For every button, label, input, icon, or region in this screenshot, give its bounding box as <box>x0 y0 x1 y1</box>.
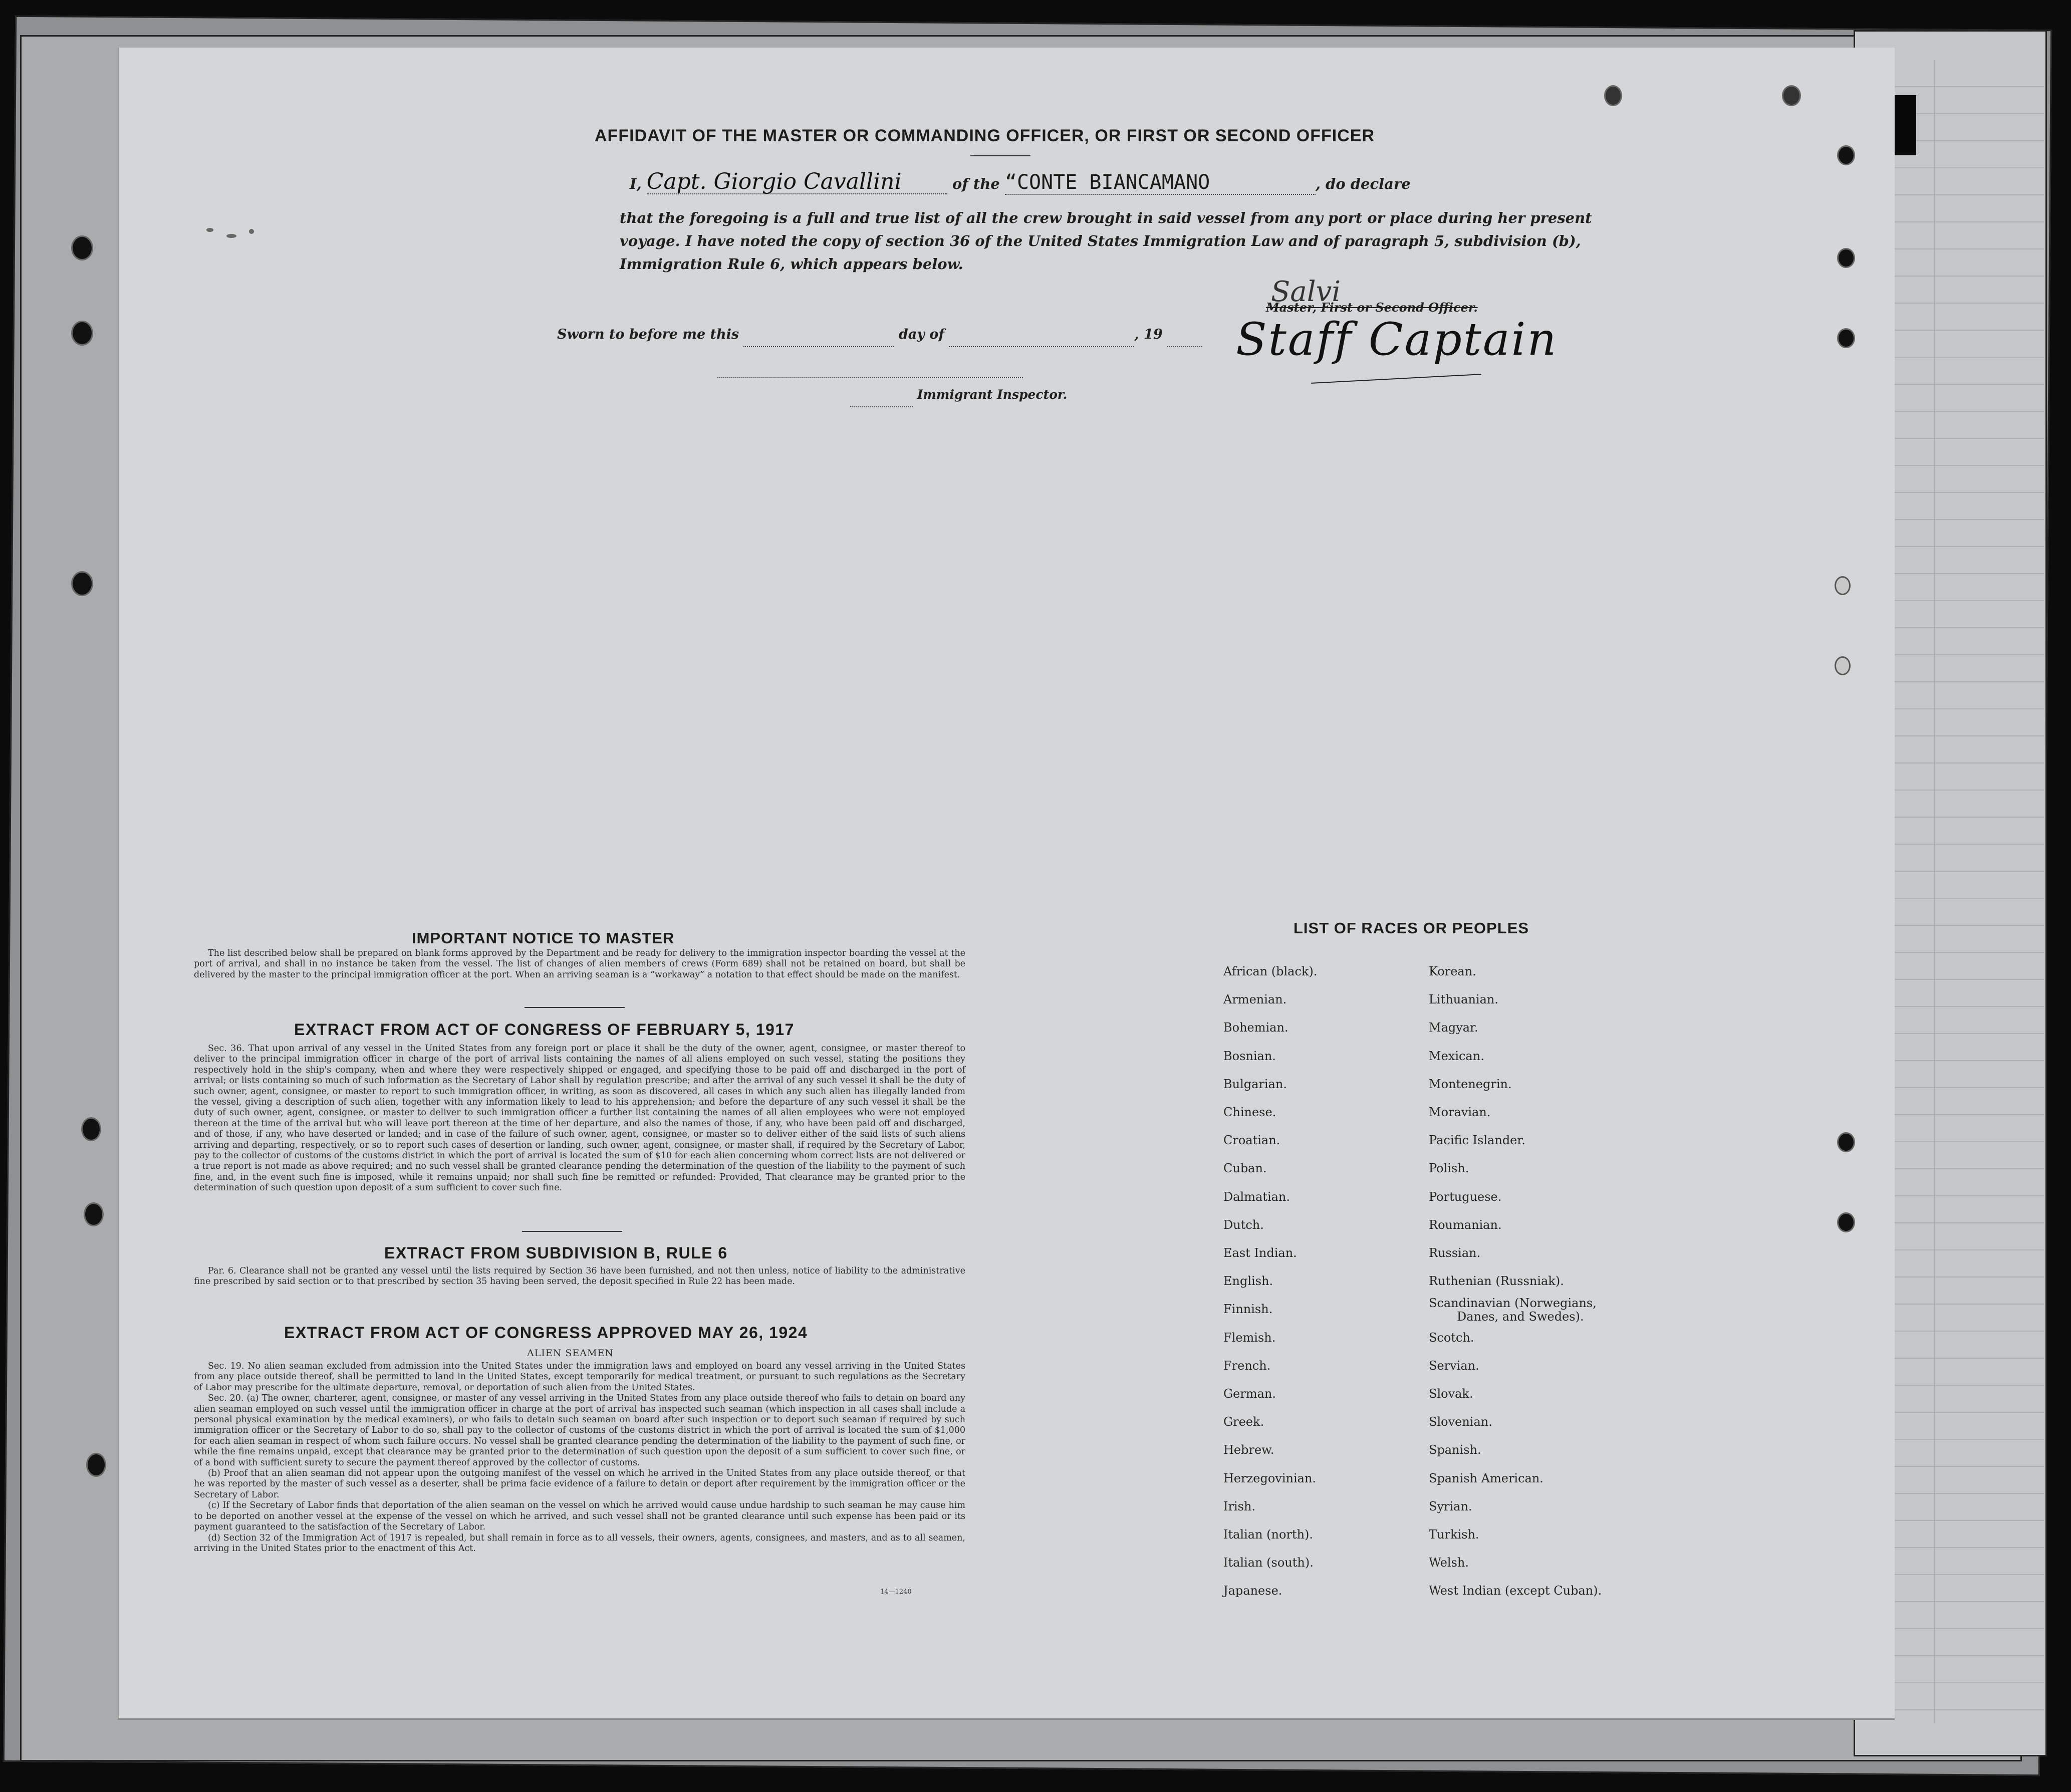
sworn-prefix: Sworn to before me this <box>557 327 739 342</box>
inspector-line <box>850 383 1067 407</box>
punch-hole-icon <box>1837 1132 1855 1152</box>
race-item: Flemish. <box>1223 1330 1276 1345</box>
race-item: Herzegovinian. <box>1223 1471 1317 1485</box>
race-item: Slovak. <box>1429 1387 1473 1401</box>
race-item: Servian. <box>1429 1358 1479 1373</box>
sworn-date-field <box>743 323 894 347</box>
affidavit-do-declare: , do declare <box>1315 175 1411 192</box>
race-item: Dalmatian. <box>1223 1189 1290 1204</box>
race-item: Scandinavian (Norwegians, <box>1429 1296 1597 1311</box>
race-item: Greek. <box>1223 1415 1264 1429</box>
affidavit-line-4: Immigration Rule 6, which appears below. <box>620 255 963 273</box>
punch-hole-icon <box>71 321 93 346</box>
race-item: Mexican. <box>1429 1049 1484 1063</box>
race-item: Portuguese. <box>1429 1189 1502 1204</box>
race-item: Turkish. <box>1429 1527 1479 1542</box>
punch-hole-icon <box>1837 248 1855 268</box>
extract-1924-subtitle: ALIEN SEAMEN <box>527 1348 614 1359</box>
race-item: Welsh. <box>1429 1556 1469 1570</box>
sworn-month-field <box>949 323 1134 347</box>
punch-hole-icon <box>1604 85 1622 106</box>
sworn-day: day of <box>898 327 944 342</box>
punch-hole-icon <box>1837 1212 1855 1232</box>
affidavit-of-the: of the <box>952 175 1000 192</box>
punch-hole-icon <box>81 1117 101 1141</box>
signature-role: Master, First or Second Officer. <box>1266 300 1478 315</box>
ink-smudge <box>206 228 213 232</box>
race-item: Croatian. <box>1223 1133 1280 1148</box>
punch-hole-icon <box>1837 145 1855 165</box>
race-item: Spanish. <box>1429 1443 1481 1457</box>
race-item: Magyar. <box>1429 1020 1478 1035</box>
officer-name-field <box>647 170 947 194</box>
race-item: French. <box>1223 1358 1271 1373</box>
race-item: Moravian. <box>1429 1105 1491 1119</box>
race-item: Cuban. <box>1223 1161 1267 1176</box>
race-item: English. <box>1223 1274 1273 1289</box>
punch-hole-icon <box>1837 328 1855 348</box>
affidavit-i: I, <box>630 175 642 192</box>
race-item: Scotch. <box>1429 1330 1474 1345</box>
race-item: Polish. <box>1429 1161 1469 1176</box>
race-item: Roumanian. <box>1429 1217 1502 1232</box>
affidavit-line-3: voyage. I have noted the copy of section 36 of the United States Immigration Law and of paragraph 5, subdivision (b), <box>620 232 1581 249</box>
officer-name: Capt. Giorgio Cavallini <box>646 169 902 194</box>
rule6-body: Par. 6. Clearance shall not be granted any vessel until the lists required by Section 36 have been furnished, and not then unless, notice of liability to the administrative fine prescribed by said section or to that prescribed by section 35 having been served, the deposit specified in Rule 22 has been made. <box>194 1266 965 1287</box>
punch-hole-icon <box>1835 576 1851 595</box>
extract-1924-title: EXTRACT FROM ACT OF CONGRESS APPROVED MAY 26, 1924 <box>284 1324 808 1342</box>
form-number: 14—1240 <box>880 1588 912 1596</box>
affidavit-line-1 <box>630 170 1411 195</box>
rule6-title: EXTRACT FROM SUBDIVISION B, RULE 6 <box>384 1244 728 1262</box>
extract-1924-body <box>194 1361 965 1554</box>
inspector-signature-field <box>717 377 1023 378</box>
race-item: Bohemian. <box>1223 1020 1288 1035</box>
sec-20b-paragraph: (b) Proof that an alien seaman did not appear upon the outgoing manifest of the vessel on which he arrived in the United States from any place outside thereof, or that he was reported by the master of such vessel as a deserter, shall be prima facie evidence of a failure to detain or deport after requirement by the immigration officer or the Secretary of Labor. <box>194 1468 965 1500</box>
signature-handwritten: Staff Captain <box>1236 313 1558 366</box>
race-item: Korean. <box>1429 964 1476 978</box>
punch-hole-icon <box>1835 656 1851 675</box>
race-item: Syrian. <box>1429 1499 1472 1513</box>
race-item: Japanese. <box>1223 1584 1282 1598</box>
race-item: Slovenian. <box>1429 1415 1492 1429</box>
race-item: African (black). <box>1223 964 1318 978</box>
race-item: Russian. <box>1429 1246 1481 1260</box>
inspector-blank <box>850 383 913 407</box>
race-item: Bulgarian. <box>1223 1077 1287 1091</box>
divider <box>525 1007 625 1008</box>
race-item: Lithuanian. <box>1429 992 1499 1007</box>
race-item: Finnish. <box>1223 1302 1273 1317</box>
race-item: Armenian. <box>1223 992 1287 1007</box>
sec-20d-paragraph: (d) Section 32 of the Immigration Act of 1917 is repealed, but shall remain in force as to all vessels, their owners, agents, consignees, and masters, and as to all seamen, arriving in the United States prior to the enactment of this Act. <box>194 1532 965 1554</box>
race-item: Italian (north). <box>1223 1527 1314 1542</box>
ink-smudge <box>226 234 236 238</box>
inspector-label: Immigrant Inspector. <box>917 387 1068 402</box>
races-title: LIST OF RACES OR PEOPLES <box>1293 919 1529 937</box>
affidavit-title: AFFIDAVIT OF THE MASTER OR COMMANDING OFFICER, OR FIRST OR SECOND OFFICER <box>595 126 1375 145</box>
signature-initials: Salvi <box>1271 276 1341 308</box>
extract-1917-body: Sec. 36. That upon arrival of any vessel in the United States from any foreign port or place it shall be the duty of the owner, agent, consignee, or master thereof to deliver to the principal immigration officer in charge of the port of arrival lists containing the names of all aliens employed on such vessel, stating the positions they respectively hold in the ship's company, when and where they were respectively shipped or engaged, and specifying those to be paid off and discharged in the port of arrival; or lists containing so much of such information as the Secretary of Labor shall by regulation prescribe; and after the arrival of any such vessel it shall be the duty of such owner, agent, consignee, or master to report to such immigration officer, in writing, as soon as discovered, all cases in which any such alien has illegally landed from the vessel, giving a description of such alien, together with any information likely to lead to his apprehension; and before the departure of any such vessel it shall be the duty of such owner, agent, consignee, or master to deliver to such immigration officer a further list containing the names of all alien employees who were not employed thereon at the time of the arrival but who will leave port thereon at the time of her departure, and also the names of those, if any, who have been paid off and discharged, and of those, if any, who have deserted or landed; and in case of the failure of such owner, agent, consignee, or master so to deliver either of the said lists of such aliens arriving and departing, respectively, or so to report such cases of desertion or landing, such owner, agent, consignee, or master shall, if required by the Secretary of Labor, pay to the collector of customs of the customs district in which the port of arrival is located the sum of $10 for each alien concerning whom correct lists are not delivered or a true report is not made as above required; and no such vessel shall be granted clearance pending the determination of the question of the liability to the payment of such fine, and, in the event such fine is imposed, while it remains unpaid; nor shall such fine be remitted or refunded: Provided, That clearance may be granted prior to the determination of such question upon deposit of a sum sufficient to cover such fine. <box>194 1044 965 1193</box>
sworn-line <box>557 323 1202 347</box>
race-item: Pacific Islander. <box>1429 1133 1525 1148</box>
ink-smudge <box>249 229 254 234</box>
sec-20c-paragraph: (c) If the Secretary of Labor finds that deportation of the alien seaman on the vessel on which he arrived would cause undue hardship to such seaman he may cause him to be deported on another vessel at the expense of the vessel on which he arrived, and such vessel shall not be granted clearance until such expense has been paid or its payment guaranteed to the satisfaction of the Secretary of Labor. <box>194 1500 965 1532</box>
race-item: West Indian (except Cuban). <box>1429 1584 1602 1598</box>
race-item: Dutch. <box>1223 1217 1264 1232</box>
document-page <box>118 48 1895 1720</box>
race-item: Ruthenian (Russniak). <box>1429 1274 1564 1289</box>
punch-hole-icon <box>71 235 93 261</box>
sec-20a-paragraph: Sec. 20. (a) The owner, charterer, agent, consignee, or master of any vessel arriving in the United States from any place outside thereof who fails to detain on board any alien seaman employed on such vessel until the immigration officer in charge at the port of arrival has inspected such seaman (which inspection in all cases shall include a personal physical examination by the medical examiners), or who fails to detain such seaman on board after such inspection or to deport such seaman if required by such immigration officer or the Secretary of Labor to do so, shall pay to the collector of customs of the customs district in which the port of arrival is located the sum of $1,000 for each alien seaman in respect of whom such failure occurs. No vessel shall be granted clearance pending the determination of the liability to the payment of such fine, or while the fine remains unpaid, except that clearance may be granted prior to the determination of such question upon the deposit of a sum sufficient to cover such fine, or of a bond with sufficient surety to secure the payment thereof approved by the collector of customs. <box>194 1393 965 1468</box>
extract-1917-title: EXTRACT FROM ACT OF CONGRESS OF FEBRUARY 5, 1917 <box>294 1020 795 1039</box>
divider <box>522 1231 622 1232</box>
ruled-sheet-lines <box>1894 60 2044 1723</box>
divider <box>970 155 1030 156</box>
affidavit-line-2: that the foregoing is a full and true list of all the crew brought in said vessel from any port or place during her present <box>620 209 1592 226</box>
ruled-sheet-margin <box>1934 60 1935 1723</box>
race-item: Irish. <box>1223 1499 1256 1513</box>
punch-hole-icon <box>71 571 93 596</box>
punch-hole-icon <box>84 1202 104 1226</box>
race-item: Italian (south). <box>1223 1556 1314 1570</box>
race-item: Spanish American. <box>1429 1471 1543 1485</box>
race-item: Bosnian. <box>1223 1049 1276 1063</box>
notice-body: The list described below shall be prepared on blank forms approved by the Department and be ready for delivery to the immigration inspector boarding the vessel at the port of arrival, and shall in no instance be taken from the vessel. The list of changes of alien members of crews (Form 689) shall not be retained on board, but shall be delivered by the master to the principal immigration officer at the port. When an arriving seaman is a “workaway” a notation to that effect should be made on the manifest. <box>194 948 965 980</box>
race-item-continuation: Danes, and Swedes). <box>1457 1310 1584 1324</box>
notice-title: IMPORTANT NOTICE TO MASTER <box>412 929 675 947</box>
signature-flourish <box>1311 374 1481 384</box>
vessel-name: “CONTE BIANCAMANO <box>1004 171 1210 194</box>
sworn-year: , 19 <box>1134 327 1163 342</box>
punch-hole-icon <box>86 1453 106 1477</box>
race-item: Chinese. <box>1223 1105 1276 1119</box>
punch-hole-icon <box>1782 85 1801 106</box>
race-item: Montenegrin. <box>1429 1077 1512 1091</box>
race-item: Hebrew. <box>1223 1443 1274 1457</box>
vessel-name-field <box>1005 171 1316 195</box>
sworn-year-field <box>1167 323 1202 347</box>
sec-19-paragraph: Sec. 19. No alien seaman excluded from admission into the United States under the immigration laws and employed on board any vessel arriving in the United States from any place outside thereof, shall be permitted to land in the United States, except temporarily for medical treatment, or pursuant to such regulations as the Secretary of Labor may prescribe for the ultimate departure, removal, or deportation of such alien from the United States. <box>194 1361 965 1393</box>
race-item: German. <box>1223 1387 1276 1401</box>
race-item: East Indian. <box>1223 1246 1297 1260</box>
